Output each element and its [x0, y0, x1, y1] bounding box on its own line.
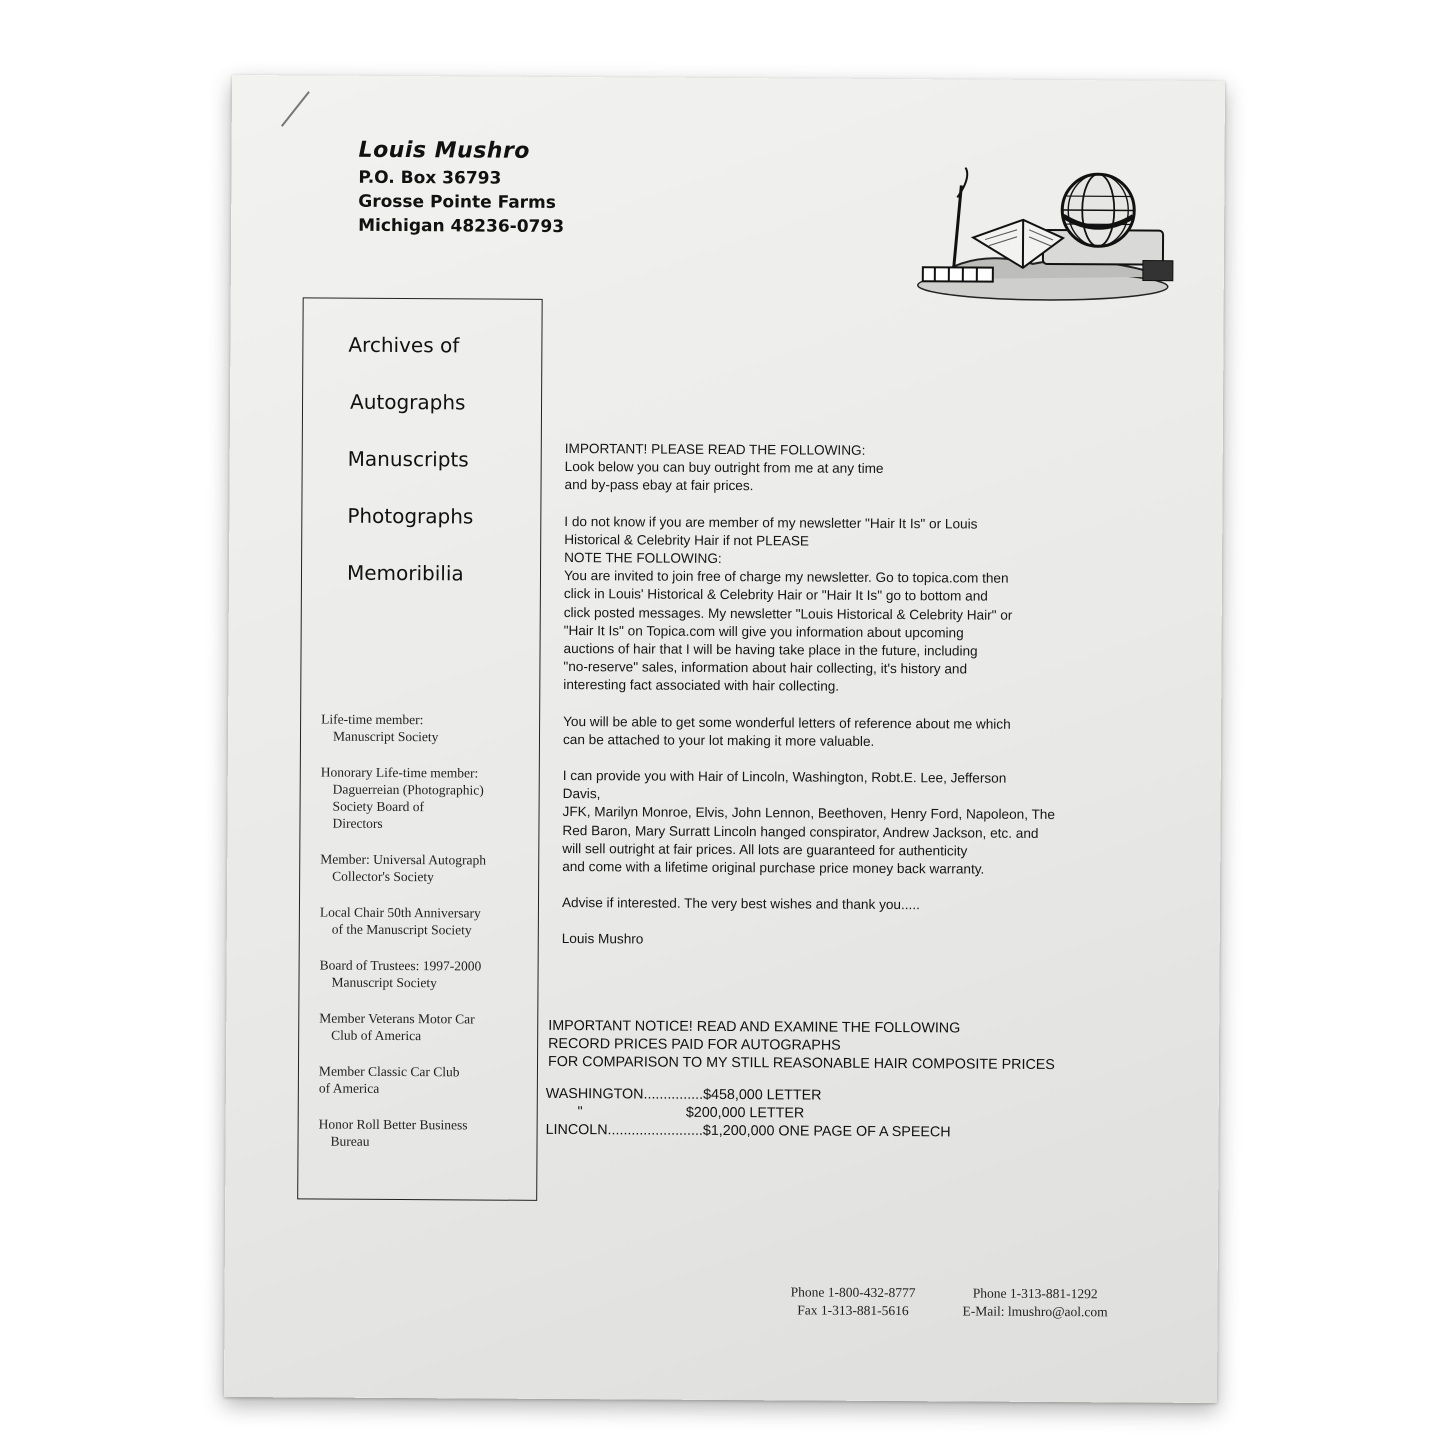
- text-line: I do not know if you are member of my newsletter "Hair It Is" or Louis: [564, 513, 978, 532]
- membership-item: [320, 764, 530, 833]
- sender-name: Louis Mushro: [358, 137, 531, 164]
- text-line: click in Louis' Historical & Celebrity Hair or "Hair It Is" go to bottom and: [563, 586, 988, 605]
- letter-page: [224, 75, 1225, 1403]
- membership-line: Honorary Life-time member:: [320, 764, 479, 781]
- letter-body: [562, 440, 1125, 970]
- price-row: WASHINGTON...............$458,000 LETTER: [545, 1085, 822, 1104]
- membership-line: of America: [318, 1080, 380, 1096]
- paragraph: [562, 894, 1122, 916]
- membership-line: Honor Roll Better Business: [318, 1116, 468, 1133]
- paragraph: [563, 713, 1123, 753]
- membership-line: of the Manuscript Society: [331, 921, 472, 938]
- membership-line: Manuscript Society: [331, 974, 437, 991]
- text-line: will sell outright at fair prices. All lots are guaranteed for authenticity: [562, 840, 968, 859]
- globe-and-books-emblem: [913, 167, 1194, 304]
- email-address: E-Mail: lmushro@aol.com: [962, 1303, 1108, 1320]
- text-line: You will be able to get some wonderful letters of reference about me which: [563, 713, 1011, 732]
- text-line: Red Baron, Mary Surratt Lincoln hanged conspirator, Andrew Jackson, etc. and: [562, 822, 1039, 841]
- address-line: Grosse Pointe Farms: [358, 191, 556, 213]
- paragraph: [563, 513, 1124, 698]
- membership-item: [318, 1116, 528, 1151]
- text-line: You are invited to join free of charge my newsletter. Go to topica.com then: [563, 568, 1009, 586]
- text-line: and by-pass ebay at fair prices.: [564, 477, 754, 494]
- notice-line: IMPORTANT NOTICE! READ AND EXAMINE THE FOLLOWING: [548, 1017, 961, 1037]
- text-line: JFK, Marilyn Monroe, Elvis, John Lennon, Beethoven, Henry Ford, Napoleon, The: [562, 804, 1055, 823]
- text-line: Davis,: [562, 786, 601, 802]
- membership-list: [318, 711, 531, 1170]
- membership-line: Bureau: [330, 1133, 370, 1149]
- text-line: Advise if interested. The very best wishes and thank you.....: [561, 895, 920, 913]
- category-item: Photographs: [347, 503, 474, 529]
- membership-line: Board of Trustees: 1997-2000: [319, 957, 482, 974]
- fax-number: Fax 1-313-881-5616: [797, 1302, 909, 1319]
- signature-block: [562, 930, 1122, 952]
- price-row: LINCOLN........................$1,200,000 ONE PAGE OF A SPEECH: [545, 1121, 951, 1141]
- credentials-sidebar: [297, 297, 543, 1200]
- membership-item: [319, 1010, 529, 1045]
- text-line: "Hair It Is" on Topica.com will give you information about upcoming: [563, 622, 964, 641]
- membership-line: Daguerreian (Photographic): [332, 781, 484, 798]
- membership-item: [319, 957, 529, 992]
- membership-item: [319, 1063, 529, 1098]
- membership-line: Member: Universal Autograph: [320, 851, 487, 868]
- membership-line: Society Board of: [332, 798, 425, 815]
- record-prices-list: [546, 1085, 951, 1141]
- membership-line: Member Veterans Motor Car: [319, 1010, 475, 1027]
- notice-line: RECORD PRICES PAID FOR AUTOGRAPHS: [548, 1035, 841, 1054]
- membership-line: Club of America: [331, 1027, 422, 1044]
- notice-line: FOR COMPARISON TO MY STILL REASONABLE HAIR COMPOSITE PRICES: [547, 1053, 1055, 1074]
- text-line: auctions of hair that I will be having take place in the future, including: [563, 641, 978, 659]
- phone-number: Phone 1-313-881-1292: [972, 1285, 1098, 1302]
- membership-line: Manuscript Society: [332, 728, 439, 745]
- membership-line: Collector's Society: [332, 868, 434, 885]
- text-line: I can provide you with Hair of Lincoln, Washington, Robt.E. Lee, Jefferson: [562, 768, 1007, 786]
- address-line: P.O. Box 36793: [358, 167, 502, 189]
- record-prices-notice: [548, 1017, 1118, 1074]
- membership-line: Member Classic Car Club: [318, 1063, 460, 1080]
- contact-phone-email: [962, 1284, 1107, 1321]
- text-line: Look below you can buy outright from me at any time: [564, 459, 884, 477]
- membership-item: [320, 851, 530, 886]
- text-line: and come with a lifetime original purchase price money back warranty.: [562, 859, 985, 877]
- text-line: can be attached to your lot making it more valuable.: [562, 731, 875, 749]
- category-item: Memoribilia: [346, 560, 464, 586]
- letterhead: [358, 138, 565, 239]
- membership-line: Directors: [332, 815, 383, 831]
- paragraph: [562, 767, 1123, 880]
- membership-line: Local Chair 50th Anniversary: [319, 904, 481, 921]
- category-list: [347, 333, 475, 619]
- pencil-mark: [281, 91, 310, 127]
- text-line: NOTE THE FOLLOWING:: [564, 550, 722, 566]
- category-item: Autographs: [349, 389, 466, 415]
- membership-line: Life-time member:: [321, 711, 424, 728]
- price-row: " $200,000 LETTER: [545, 1103, 805, 1122]
- paragraph: [564, 440, 1124, 498]
- contact-phone-fax: [790, 1283, 915, 1320]
- text-line: click posted messages. My newsletter "Louis Historical & Celebrity Hair" or: [563, 604, 1013, 623]
- text-line: "no-reserve" sales, information about hair collecting, it's history and: [563, 659, 968, 677]
- category-item: Manuscripts: [347, 446, 469, 472]
- text-line: IMPORTANT! PLEASE READ THE FOLLOWING:: [564, 441, 866, 458]
- text-line: Historical & Celebrity Hair if not PLEASE: [564, 531, 810, 549]
- signature-name: Louis Mushro: [561, 931, 644, 947]
- address-line: Michigan 48236-0793: [358, 215, 565, 238]
- phone-number: Phone 1-800-432-8777: [790, 1284, 916, 1301]
- category-item: Archives of: [348, 332, 460, 358]
- text-line: interesting fact associated with hair collecting.: [563, 677, 840, 695]
- membership-item: [320, 904, 530, 939]
- membership-item: [321, 711, 531, 746]
